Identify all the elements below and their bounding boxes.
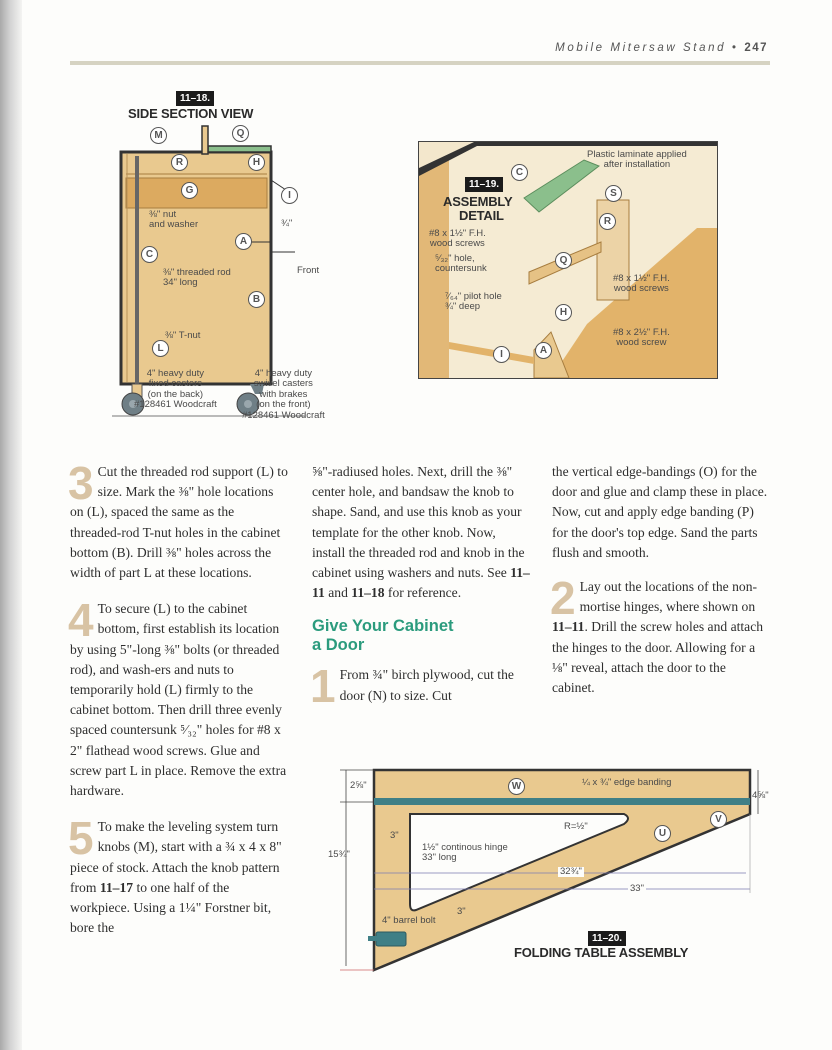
label-fixed-casters: 4" heavy duty fixed casters (on the back) #128461 Woodcraft (134, 368, 217, 411)
callout-B: B (248, 291, 265, 308)
label-dim-inset: 3" (390, 830, 399, 841)
step-5 (68, 812, 288, 938)
callout-U: U (654, 825, 671, 842)
callout-I: I (281, 187, 298, 204)
label-three-quarter: ¾" (281, 218, 293, 229)
callout-H: H (555, 304, 572, 321)
label-dim-top: 2⅝" (350, 780, 367, 791)
figure-title: SIDE SECTION VIEW (128, 106, 254, 121)
callout-C: C (141, 246, 158, 263)
callout-H: H (248, 154, 265, 171)
column-3 (552, 462, 770, 698)
figure-title-line1: ASSEMBLY (443, 194, 513, 209)
callout-G: G (181, 182, 198, 199)
callout-R: R (171, 154, 188, 171)
step-text: Lay out the locations of the non-mortise hinges, where shown on 11–11. Drill the screw holes and attach the hinges to the door. Allowing for a ⅛" reveal, attach the door to the cabinet. (552, 579, 764, 696)
step-number: 5 (68, 812, 94, 865)
figure-folding-table (326, 748, 776, 973)
callout-Q: Q (555, 252, 572, 269)
step-text: To make the leveling system turn knobs (M), start with a ¾ x 4 x 8" piece of stock. Attach the knob pattern from 11–17 to one half of the workpiece. Using a 1¼" Forstner bit, bore the (70, 819, 282, 936)
column-1 (68, 457, 288, 938)
header-rule (70, 61, 770, 65)
figure-reference: 11–18 (351, 585, 385, 601)
label-screws-left: #8 x 1½" F.H. wood screws (429, 228, 486, 250)
step-number: 1 (310, 660, 336, 713)
book-spine-shadow (0, 0, 22, 1050)
step-number: 4 (68, 594, 94, 647)
callout-V: V (710, 811, 727, 828)
figure-number: 11–20. (588, 931, 626, 946)
step-text: To secure (L) to the cabinet bottom, first establish its location by using 5"-long ⅜" bolts (or threaded rod), and wash-ers and nuts to temporarily hold (L) firmly to the cabinet bottom. Then drill three evenly spaced countersunk ⁵⁄₃₂" holes for #8 x 2" flathead wood screws. Glue and screw part L in place. Remove the extra hardware. (70, 601, 287, 799)
label-dim-right: 4⅝" (752, 790, 769, 801)
step-number: 2 (550, 572, 576, 625)
label-hinge: 1½" continous hinge 33" long (422, 842, 508, 864)
callout-S: S (605, 185, 622, 202)
step-text: From ¾" birch plywood, cut the door (N) to size. Cut (339, 667, 514, 703)
callout-I: I (493, 346, 510, 363)
header-separator: • (731, 42, 739, 54)
folding-table-drawing (326, 748, 776, 973)
callout-W: W (508, 778, 525, 795)
label-edge-banding: ¼ x ¾" edge banding (582, 777, 672, 788)
step-5-continued: ⅝"-radiused holes. Next, drill the ⅜" center hole, and bandsaw the knob to shape. Sand, and use this knob as your template for the other knob. Now, install the threaded rod and knob in the cabinet using washers and nuts. See 11–11 and 11–18 for reference. (312, 464, 530, 601)
callout-L: L (152, 340, 169, 357)
figure-title: FOLDING TABLE ASSEMBLY (514, 945, 689, 960)
callout-C: C (511, 164, 528, 181)
callout-R: R (599, 213, 616, 230)
figure-number: 11–19. (465, 177, 503, 192)
label-tnut: ⅜" T-nut (165, 330, 201, 341)
figure-side-section (100, 86, 360, 436)
door-step-2 (550, 572, 770, 698)
figure-reference: 11–11 (552, 619, 585, 635)
callout-Q: Q (232, 125, 249, 142)
step-number: 3 (68, 457, 94, 509)
running-title: Mobile Mitersaw Stand (555, 42, 727, 54)
callout-A: A (535, 342, 552, 359)
figure-reference: 11–11 (312, 565, 530, 601)
label-screws-right: #8 x 1½" F.H. wood screws (613, 273, 670, 295)
step-3 (68, 457, 288, 583)
door-step-1 (310, 660, 530, 713)
label-swivel-casters: 4" heavy duty swivel casters with brakes (on the front) #128461 Woodcraft (242, 368, 325, 421)
label-dim-inner: 32¾" (560, 866, 582, 877)
label-dim-brace: 3" (457, 906, 466, 917)
callout-A: A (235, 233, 252, 250)
step-4 (68, 594, 288, 801)
figure-assembly-detail (418, 141, 718, 379)
figure-title-line2: DETAIL (459, 208, 504, 223)
label-screw-long: #8 x 2½" F.H. wood screw (613, 327, 670, 349)
section-heading: Give Your Cabinet a Door (312, 617, 454, 655)
label-pilot-hole: ⁷⁄₆₄" pilot hole ¾" deep (445, 291, 502, 313)
label-dim-height: 15¾" (328, 849, 350, 860)
label-hole-countersunk: ⁵⁄₃₂" hole, countersunk (435, 253, 487, 275)
label-front: Front (297, 265, 320, 276)
callout-M: M (150, 127, 167, 144)
label-laminate: Plastic laminate applied after installation (587, 149, 687, 171)
label-threaded-rod: ⅜" threaded rod 34" long (163, 267, 231, 289)
door-step-1-continued: the vertical edge-bandings (O) for the door and glue and clamp these in place. Now, cut and apply edge banding (P) for the door's top edge. Sand the parts flush and smooth. (552, 464, 768, 560)
label-dim-outer: 33" (630, 883, 644, 894)
label-barrel-bolt: 4" barrel bolt (382, 915, 436, 926)
column-2 (310, 462, 530, 713)
label-radius: R=½" (564, 821, 588, 832)
running-header (555, 42, 768, 54)
figure-reference: 11–17 (99, 879, 134, 895)
step-text: Cut the threaded rod support (L) to size. Mark the ⅜" hole locations on (L), spaced the same as the threaded-rod T-nut holes in the cabinet bottom (B). Drill ⅜" holes across the width of part L at these locations. (70, 464, 288, 581)
page-number: 247 (744, 42, 768, 54)
figure-number: 11–18. (176, 91, 214, 106)
label-nut-washer: ⅜" nut and washer (149, 209, 199, 231)
